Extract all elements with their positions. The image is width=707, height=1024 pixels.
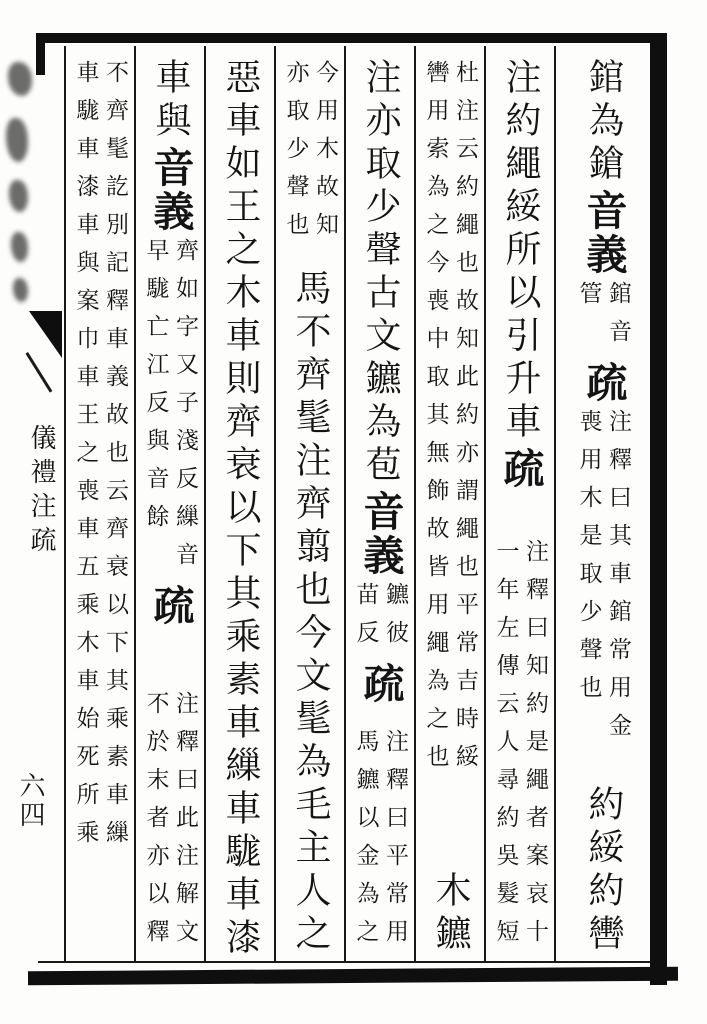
note-column-left: 亦取少聲也	[282, 60, 309, 250]
canon-text: 注亦取少聲古文鑣為苞	[360, 58, 401, 488]
text-column-4	[344, 46, 414, 961]
text-column-5	[274, 46, 344, 961]
text-column-3	[414, 46, 484, 961]
note-column-right: 不齊髦訖別記釋車義故也云齊衰以下其乘素車繅	[101, 60, 128, 858]
text-column-7	[134, 46, 204, 961]
note-column-left: 一年左傳云人尋約吳髮短	[492, 539, 519, 957]
note-column-left: 苗反	[352, 582, 379, 658]
frame-bottom-thin-line	[38, 961, 650, 963]
note-column-right: 杜注云約繩也故知此約亦謂繩也平常吉時綏	[451, 60, 478, 782]
shu-section-marker: 疏	[579, 361, 628, 405]
text-column-2	[484, 46, 554, 961]
bleedthrough-mark	[6, 118, 28, 162]
canon-text: 約綏約轡	[583, 785, 624, 957]
yinyi-section-marker: 音義	[579, 189, 628, 277]
text-column-1	[554, 46, 650, 961]
commentary-note	[282, 60, 338, 250]
note-column-left: 喪用木是取少聲也	[575, 409, 602, 713]
commentary-note	[422, 60, 478, 782]
text-column-8	[64, 46, 134, 961]
text-block	[64, 46, 650, 961]
note-column-right: 注釋曰平常用	[381, 729, 408, 957]
note-column-left: 車駹車漆車與案巾車王之喪車五乘木車始死所乘	[72, 60, 99, 858]
commentary-note	[352, 582, 408, 658]
shu-section-marker: 疏	[356, 662, 405, 706]
yinyi-section-marker: 音義	[356, 490, 405, 578]
note-column-left: 早駹亡江反與音餘	[142, 238, 169, 542]
canon-text: 惡車如王之木車則齊衰以下其乘素車繅車駹車漆	[220, 58, 261, 961]
note-column-right: 齊如字又子淺反繅音	[171, 238, 198, 580]
corner-fold-mark	[29, 311, 62, 358]
note-column-right: 今用木故知	[311, 60, 338, 250]
note-column-right: 注釋曰其車錧常用金	[604, 409, 631, 751]
commentary-note	[72, 60, 128, 858]
note-column-right: 鑣彼	[381, 582, 408, 658]
frame-top-bar	[36, 33, 667, 43]
canon-text: 錧為鎗	[583, 58, 624, 187]
note-column-right: 錧音	[604, 281, 631, 357]
frame-right-bar	[650, 33, 667, 985]
canon-text: 車與	[150, 58, 191, 144]
commentary-note	[142, 691, 198, 957]
commentary-note	[142, 238, 198, 580]
frame-bottom-bar	[28, 967, 678, 986]
bleedthrough-mark	[9, 180, 28, 212]
note-column-left: 馬鑣以金為之	[352, 729, 379, 957]
canon-text: 注約繩綏所以引升車	[500, 58, 541, 445]
corner-fold-tail	[25, 352, 52, 393]
commentary-note	[575, 281, 631, 357]
note-column-left: 不於末者亦以釋	[142, 691, 169, 957]
commentary-note	[492, 539, 548, 957]
canon-text: 木鑣	[430, 871, 471, 957]
spine-title: 儀禮注疏	[26, 424, 56, 560]
canon-text: 馬不齊髦注齊翦也今文髦為毛主人之	[290, 269, 331, 957]
commentary-note	[575, 409, 631, 751]
commentary-note	[352, 729, 408, 957]
note-column-right: 注釋曰此注解文	[171, 691, 198, 957]
folio-number: 六四	[15, 772, 45, 830]
note-column-left: 轡用索為之今喪中取其無飾故皆用繩為之也	[422, 60, 449, 782]
note-column-left: 管	[575, 281, 602, 319]
text-column-6	[204, 46, 274, 961]
shu-section-marker: 疏	[496, 447, 545, 491]
bleedthrough-mark	[13, 278, 28, 302]
bleedthrough-mark	[8, 62, 32, 96]
bleedthrough-mark	[11, 232, 28, 262]
yinyi-section-marker: 音義	[146, 146, 195, 234]
shu-section-marker: 疏	[146, 584, 195, 628]
note-column-right: 注釋曰知約是繩者案哀十	[521, 539, 548, 957]
frame-left-stub	[36, 33, 45, 75]
